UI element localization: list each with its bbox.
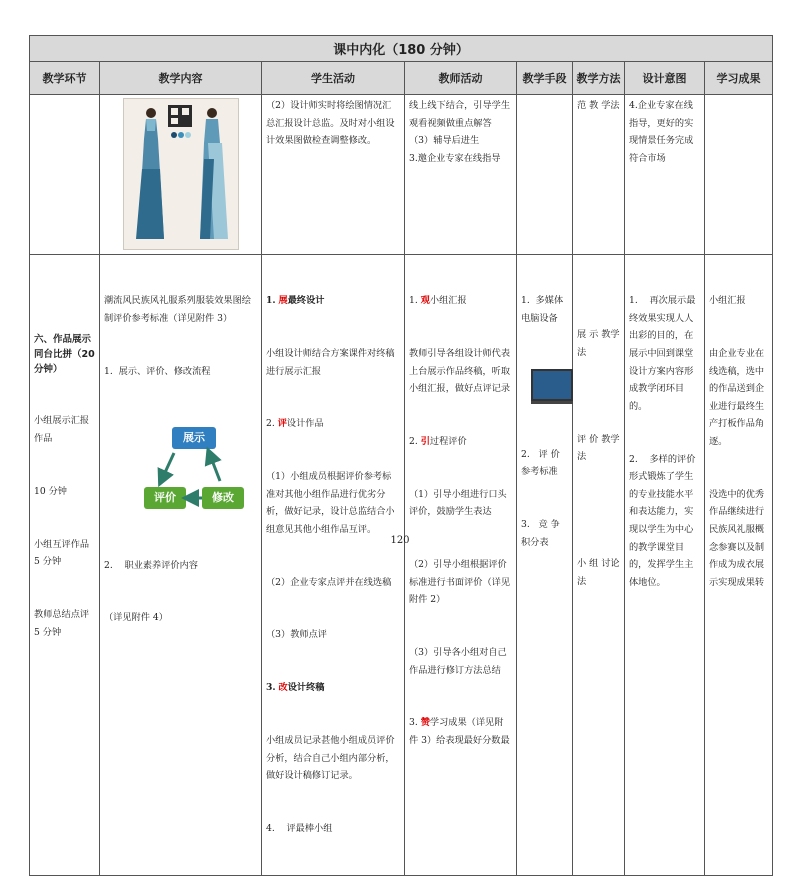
header-teacher-activity: 教师活动 [405, 62, 517, 95]
method-cell: 范 教 学法 [573, 95, 625, 255]
step-text: （2）企业专家点评并在线选稿 [266, 576, 392, 588]
outcome-item: 没选中的优秀作品继续进行民族风礼服概念参赛以及制作成为成衣展示实现成果转 [709, 488, 765, 588]
stage-detail: 小组互评作品 5 分钟 [34, 538, 93, 568]
show-evaluate-revise-diagram [144, 427, 244, 513]
keyword-red: 评 [277, 418, 287, 430]
outcome-item: 由企业专业在线选稿，选中的作品送到企业进行最终生产打板作品角逐。 [709, 347, 765, 447]
header-intent: 设计意图 [625, 62, 705, 95]
keyword-red: 改 [278, 682, 288, 694]
stage-detail: 小组展示汇报作品 [34, 415, 90, 444]
flow-evaluate-box: 评价 [144, 487, 186, 509]
step-text: （2）引导小组根据评价标准进行书面评价（详见附件 2） [409, 559, 511, 606]
step-text: 小组成员记录甚他小组成员评价分析，结合自己小组内部分析，做好设计稿修订记录。 [266, 735, 395, 782]
method-item: 小 组 讨论法 [577, 557, 620, 587]
keyword-red: 展 [278, 295, 288, 307]
content-cell [100, 95, 262, 255]
intent-paragraph: 2. 多样的评价形式锻炼了学生的专业技能水平和表达能力，实现以学生为中心的教学课堂目的，发挥学生主体地位。 [629, 453, 696, 588]
header-outcome: 学习成果 [705, 62, 773, 95]
teacher-line: 线上线下结合，引导学生观看视频做重点解答 [409, 100, 511, 129]
stage-detail: 教师总结点评 5 分钟 [34, 608, 93, 638]
lesson-plan-table [29, 35, 773, 876]
appendix-note: （详见附件 4） [104, 612, 168, 624]
keyword-red: 赞 [420, 717, 430, 729]
step-number: 3. [409, 717, 418, 729]
header-method: 教学方法 [573, 62, 625, 95]
step-text: （3）引导各小组对自己作品进行修订方法总结 [409, 647, 507, 676]
page-number: 120 [390, 535, 410, 546]
header-content: 教学内容 [100, 62, 262, 95]
step-number: 2. [266, 418, 275, 430]
professional-quality-heading: 2. 职业素养评价内容 [104, 559, 198, 571]
header-means: 教学手段 [517, 62, 573, 95]
step-text: （3）教师点评 [266, 629, 327, 641]
outcome-cell-empty [705, 95, 773, 255]
step-title: 过程评价 [429, 435, 467, 447]
step-title: 设计终稿 [287, 682, 325, 694]
stage-cell-empty [30, 95, 100, 255]
header-stage: 教学环节 [30, 62, 100, 95]
table-row [30, 95, 773, 255]
evaluation-standard-text: 潮流风民族风礼服系列服装效果图绘制评价参考标准（详见附件 3） [104, 295, 251, 324]
table-title: 课中内化（180 分钟） [30, 36, 773, 62]
keyword-red: 观 [420, 295, 430, 307]
means-cell-empty [517, 95, 573, 255]
fashion-design-illustration [123, 98, 239, 250]
means-item: 2. 评 价参考标准 [521, 448, 560, 478]
step-text: （1）小组成员根据评价参考标准对其他小组作品进行优劣分析，做好记录，设计总监结合小组意见其他小组作品互评。 [266, 471, 395, 535]
method-item: 评 价 教学法 [577, 433, 620, 463]
multimedia-monitor-icon [531, 369, 573, 401]
step-number: 2. [409, 435, 418, 447]
student-activity-cell: （2）设计师实时将绘图情况汇总汇报设计总监。及时对小组设计效果图做检查调整修改。 [262, 95, 405, 255]
step-text: 小组设计师结合方案课件对终稿进行展示汇报 [266, 347, 395, 377]
step-title: 设计作品 [286, 418, 324, 430]
intent-cell: 4.企业专家在线指导，更好的实现情景任务完成符合市场 [625, 95, 705, 255]
stage-title: 六、作品展示同台比拼（20分钟） [34, 334, 95, 376]
header-student-activity: 学生活动 [262, 62, 405, 95]
process-heading: 1. 展示、评价、修改流程 [104, 365, 211, 377]
teacher-line: （3）辅导后进生 [409, 135, 480, 147]
outcome-item: 小组汇报 [709, 295, 746, 307]
step-number: 1. [266, 295, 276, 307]
step-text: 教师引导各组设计师代表上台展示作品终稿，听取小组汇报，做好点评记录 [409, 347, 511, 395]
flow-show-box: 展示 [172, 427, 216, 449]
step-number: 1. [409, 295, 418, 307]
step-title: 最终设计 [287, 295, 325, 307]
teacher-activity-cell [405, 95, 517, 255]
step-title: 小组汇报 [429, 295, 467, 307]
keyword-red: 引 [420, 435, 430, 447]
means-item: 1. 多媒体电脑设备 [521, 295, 564, 324]
step-text: （1）引导小组进行口头评价，鼓励学生表达 [409, 488, 507, 518]
step-number: 3. [266, 682, 276, 694]
flow-revise-box: 修改 [202, 487, 244, 509]
means-item: 3. 竞 争积分表 [521, 519, 560, 548]
teacher-line: 3.邀企业专家在线指导 [409, 152, 501, 164]
flow-arrows-icon [144, 427, 244, 513]
intent-paragraph: 1. 再次展示最终效果实现人人出彩的目的，在展示中回到课堂设计方案内容形成教学闭环目的。 [629, 295, 696, 412]
step-text: 4. 评最棒小组 [266, 823, 333, 834]
step-title: 学习成果（详见附件 3）给表现最好分数最 [409, 717, 510, 747]
stage-detail: 10 分钟 [34, 485, 67, 497]
method-item: 展 示 教学法 [577, 329, 620, 358]
